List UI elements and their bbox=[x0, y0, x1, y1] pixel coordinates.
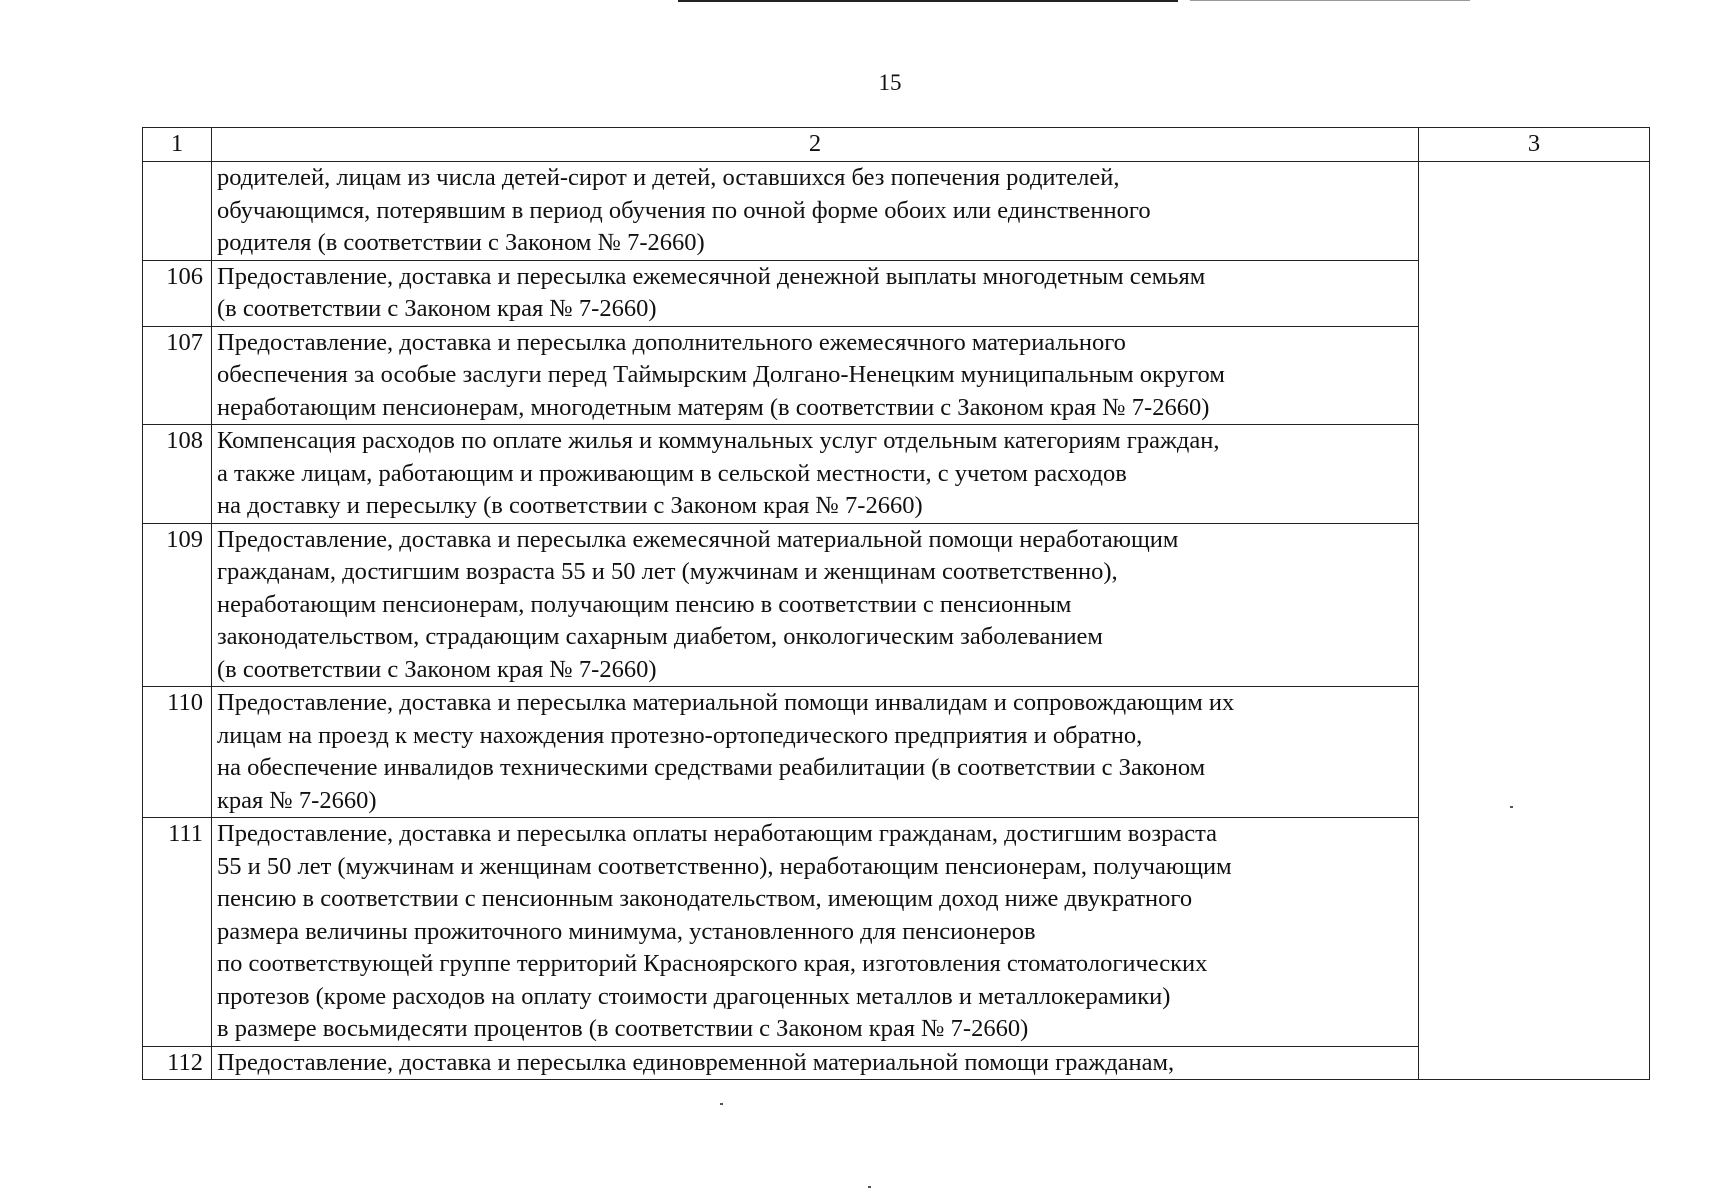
scan-top-rule-faint bbox=[1190, 0, 1470, 1]
page-number: 15 bbox=[878, 70, 902, 95]
column-header-3: 3 bbox=[1419, 128, 1650, 162]
document-table bbox=[142, 127, 1650, 1080]
scan-speck bbox=[868, 1186, 871, 1188]
row-text: Предоставление, доставка и пересылка материальной помощи инвалидам и сопровождающим их лицам на проезд к месту нахождения протезно-ортопедического предприятия и обратно, на обеспечение инвалидов техническими средствами реабилитации (в соответствии с Законом края № 7-2660) bbox=[212, 687, 1419, 818]
table-header-row bbox=[143, 128, 1650, 162]
row-text: Предоставление, доставка и пересылка ежемесячной материальной помощи неработающим гражданам, достигшим возраста 55 и 50 лет (мужчинам и женщинам соответственно), неработающим пенсионерам, получающим пенсию в соответствии с пенсионным законодательством, страдающим сахарным диабетом, онкологическим заболеванием (в соответствии с Законом края № 7-2660) bbox=[212, 523, 1419, 687]
table-row bbox=[143, 162, 1650, 261]
row-number: 108 bbox=[143, 425, 212, 524]
column-header-1: 1 bbox=[143, 128, 212, 162]
scan-top-rule bbox=[678, 0, 1178, 2]
row-text: Компенсация расходов по оплате жилья и коммунальных услуг отдельным категориям граждан, а также лицам, работающим и проживающим в сельской местности, с учетом расходов на доставку и пересылку (в соответствии с Законом края № 7-2660) bbox=[212, 425, 1419, 524]
row-text: родителей, лицам из числа детей-сирот и детей, оставшихся без попечения родителей, обучающимся, потерявшим в период обучения по очной форме обоих или единственного родителя (в соответствии с Законом № 7-2660) bbox=[212, 162, 1419, 261]
row-text: Предоставление, доставка и пересылка оплаты неработающим гражданам, достигшим возраста 55 и 50 лет (мужчинам и женщинам соответственно), неработающим пенсионерам, получающим пенсию в соответствии с пенсионным законодательством, имеющим доход ниже двукратного размера величины прожиточного минимума, установленного для пенсионеров по соответствующей группе территорий Красноярского края, изготовления стоматологических протезов (кроме расходов на оплату стоимости драгоценных металлов и металлокерамики) в размере восьмидесяти процентов (в соответствии с Законом края № 7-2660) bbox=[212, 818, 1419, 1047]
row-text: Предоставление, доставка и пересылка единовременной материальной помощи гражданам, bbox=[212, 1046, 1419, 1080]
scan-speck bbox=[720, 1103, 723, 1105]
row-number bbox=[143, 162, 212, 261]
row-number: 109 bbox=[143, 523, 212, 687]
row-number: 112 bbox=[143, 1046, 212, 1080]
row-number: 107 bbox=[143, 326, 212, 425]
row-number: 106 bbox=[143, 260, 212, 326]
row-text: Предоставление, доставка и пересылка ежемесячной денежной выплаты многодетным семьям (в соответствии с Законом края № 7-2660) bbox=[212, 260, 1419, 326]
row-text: Предоставление, доставка и пересылка дополнительного ежемесячного материального обеспечения за особые заслуги перед Таймырским Долгано-Ненецким муниципальным округом неработающим пенсионерам, многодетным матерям (в соответствии с Законом края № 7-2660) bbox=[212, 326, 1419, 425]
row-number: 110 bbox=[143, 687, 212, 818]
column-3-cell bbox=[1419, 162, 1650, 1080]
scan-speck bbox=[1510, 806, 1513, 808]
row-number: 111 bbox=[143, 818, 212, 1047]
column-header-2: 2 bbox=[212, 128, 1419, 162]
